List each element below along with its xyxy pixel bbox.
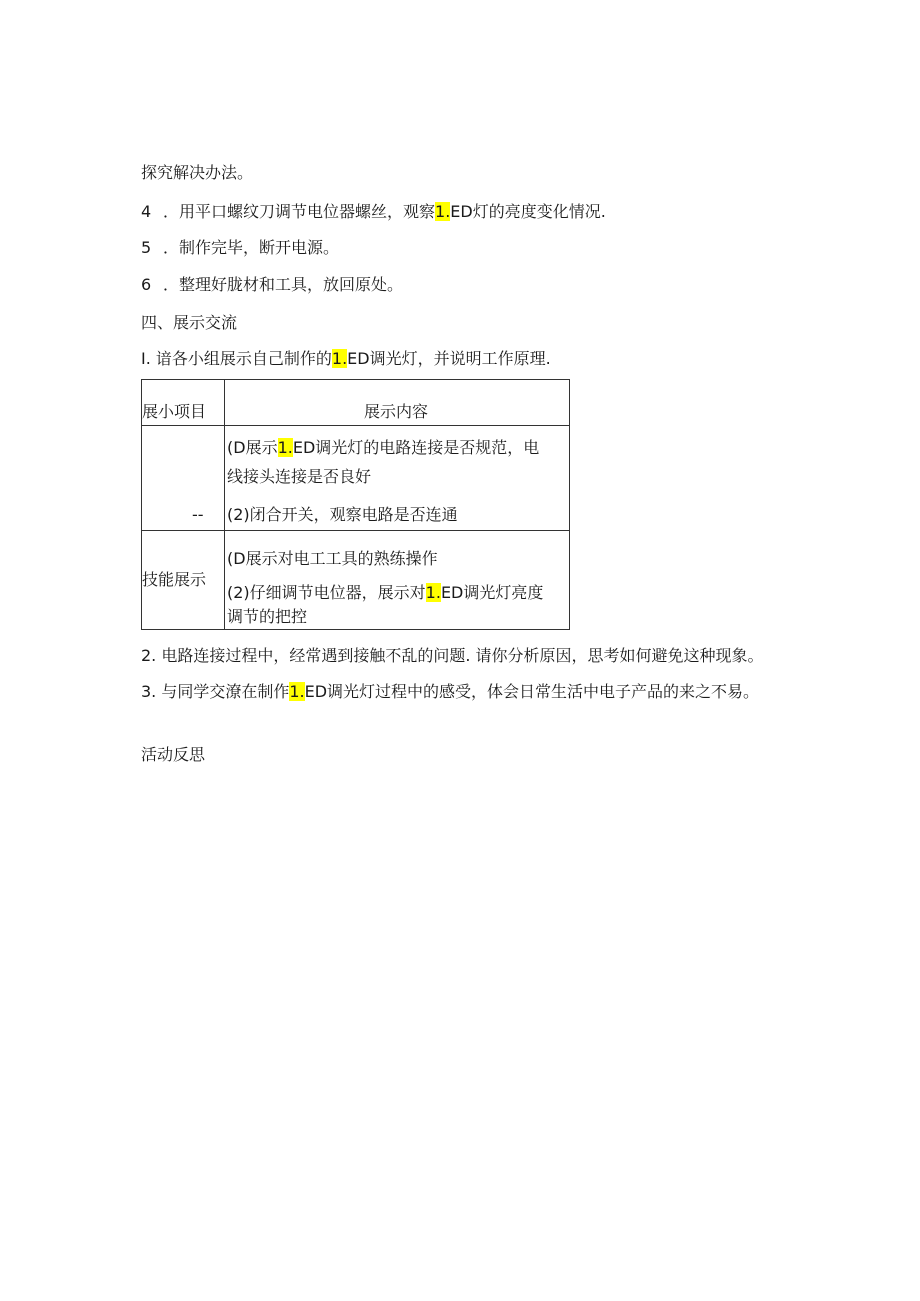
content-line: (2)闭合开关，观察电路是否连通 <box>227 505 458 524</box>
text-line <box>141 162 253 184</box>
header-cell-item <box>142 380 225 426</box>
highlighted-text: 1. <box>435 202 451 221</box>
continuation-text: 探究解决办法。 <box>141 163 254 182</box>
question-text-end: ED调光灯过程中的感受，体会日常生活中电子产品的来之不易。 <box>304 682 760 701</box>
table-header-row <box>142 380 570 426</box>
content-line <box>227 437 539 459</box>
section-heading <box>141 312 237 334</box>
step-4 <box>141 201 606 223</box>
step-number: 6 <box>141 275 152 294</box>
table-row <box>142 531 570 630</box>
content-text: (2)仔细调节电位器，展示对 <box>227 583 426 602</box>
row-label-cell <box>142 426 225 531</box>
question-text: I. 谙各小组展示自己制作的 <box>141 349 332 368</box>
content-text-end: ED调光灯的电路连接是否规范，电 <box>292 438 540 457</box>
content-line <box>227 582 543 604</box>
step-5 <box>141 237 339 259</box>
step-6 <box>141 274 403 296</box>
step-text-end: ED灯的亮度变化情况. <box>450 202 606 221</box>
row-content-cell <box>225 531 570 630</box>
row-content-cell <box>225 426 570 531</box>
step-text: ．整理好胧材和工具，放回原处。 <box>163 275 404 294</box>
content-line: (D展示对电工工具的熟练操作 <box>227 549 438 568</box>
row-dash: -- <box>192 505 204 524</box>
row-label: 技能展示 <box>142 570 207 589</box>
step-text: ．制作完毕，断开电源。 <box>163 238 340 257</box>
question-3 <box>141 681 759 703</box>
section-title: 活动反思 <box>141 745 206 764</box>
header-item-label: 展小项目 <box>142 402 207 421</box>
question-text: 3. 与同学交潦在制作 <box>141 682 290 701</box>
content-line: 线接头连接是否良好 <box>227 467 372 486</box>
reflection-heading <box>141 744 205 766</box>
content-text: (D展示 <box>227 438 278 457</box>
row-label-cell <box>142 531 225 630</box>
question-2 <box>141 645 764 667</box>
step-number: 5 <box>141 238 152 257</box>
question-text: 2. 电路连接过程中，经常遇到接触不乱的问题. 请你分析原因，思考如何避免这种现象。 <box>141 646 764 665</box>
section-title: 四、展示交流 <box>141 313 238 332</box>
highlighted-text: 1. <box>425 583 441 602</box>
highlighted-text: 1. <box>289 682 305 701</box>
content-line: 调节的把控 <box>227 607 308 626</box>
header-cell-content <box>225 380 570 426</box>
display-table <box>141 379 570 630</box>
highlighted-text: 1. <box>277 438 293 457</box>
step-text: ．用平口螺纹刀调节电位器螺丝，观察 <box>163 202 436 221</box>
table-row <box>142 426 570 531</box>
content-text-end: ED调光灯亮度 <box>440 583 544 602</box>
question-1 <box>141 348 551 370</box>
step-number: 4 <box>141 202 152 221</box>
highlighted-text: 1. <box>331 349 348 368</box>
header-content-label: 展示内容 <box>364 402 429 421</box>
question-text-end: ED调光灯，并说明工作原理. <box>347 349 551 368</box>
